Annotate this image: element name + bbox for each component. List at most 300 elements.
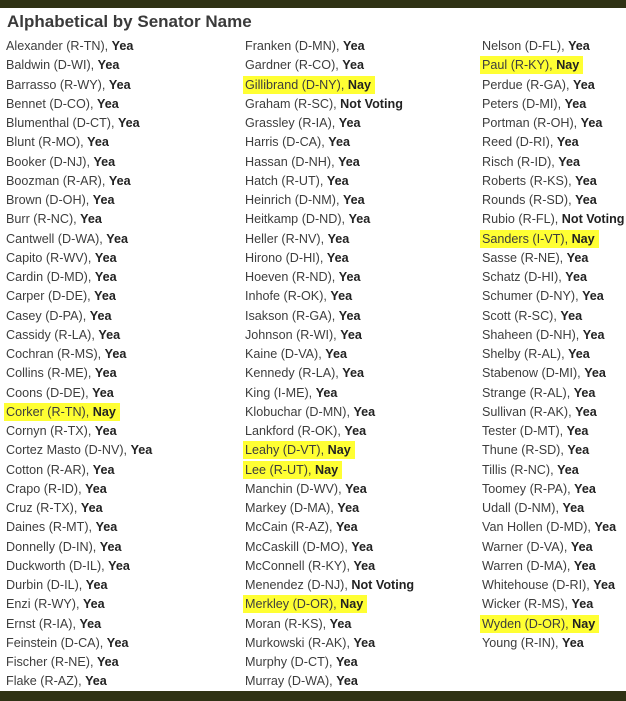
senator-entry bbox=[6, 636, 129, 650]
senator-name: Bennet (D-CO), bbox=[6, 96, 97, 111]
senator-entry bbox=[245, 347, 347, 361]
vote-value: Yea bbox=[92, 385, 114, 400]
senator-row bbox=[6, 615, 152, 634]
senator-row bbox=[482, 422, 625, 441]
vote-value: Yea bbox=[345, 481, 367, 496]
senator-name: Inhofe (R-OK), bbox=[245, 289, 331, 304]
senator-row bbox=[6, 76, 152, 95]
senator-entry bbox=[6, 251, 117, 265]
senator-name: Gardner (R-CO), bbox=[245, 58, 343, 73]
vote-value: Yea bbox=[342, 39, 365, 53]
senator-row bbox=[482, 287, 625, 306]
senator-name: Heinrich (D-NM), bbox=[245, 193, 343, 207]
senator-entry bbox=[6, 116, 140, 130]
senator-name: Kaine (D-VA), bbox=[245, 347, 326, 361]
vote-value: Yea bbox=[342, 366, 365, 381]
senator-entry bbox=[6, 674, 107, 688]
senator-row bbox=[6, 576, 152, 595]
senator-name: McCaskill (D-MO), bbox=[245, 539, 352, 554]
vote-value: Yea bbox=[562, 635, 584, 650]
senator-row bbox=[245, 95, 414, 114]
senator-name: Baldwin (D-WI), bbox=[6, 58, 98, 73]
senator-row bbox=[482, 499, 625, 518]
vote-value: Yea bbox=[568, 347, 590, 361]
senator-row bbox=[245, 210, 414, 229]
vote-value: Yea bbox=[329, 616, 352, 631]
senator-row bbox=[482, 384, 625, 403]
senator-name: Cochran (R-MS), bbox=[6, 347, 105, 361]
senator-row bbox=[245, 191, 414, 210]
vote-value: Yea bbox=[351, 539, 374, 554]
senator-column-3 bbox=[482, 37, 625, 653]
senator-name: Tillis (R-NC), bbox=[482, 462, 558, 477]
vote-value: Yea bbox=[94, 289, 116, 304]
senator-entry bbox=[6, 366, 117, 380]
senator-row bbox=[245, 672, 414, 691]
senator-entry bbox=[245, 559, 375, 573]
vote-value: Yea bbox=[575, 173, 597, 188]
senator-row bbox=[245, 557, 414, 576]
senator-row bbox=[6, 56, 152, 75]
senator-row bbox=[482, 114, 625, 133]
senator-entry bbox=[482, 578, 615, 592]
vote-value: Yea bbox=[557, 462, 579, 477]
vote-value: Yea bbox=[571, 597, 594, 612]
senator-entry bbox=[482, 347, 590, 361]
senator-entry bbox=[482, 405, 597, 419]
senator-entry bbox=[482, 289, 604, 303]
vote-value: Yea bbox=[338, 308, 361, 323]
senator-row bbox=[245, 172, 414, 191]
senator-entry bbox=[6, 386, 114, 400]
senator-entry bbox=[245, 328, 362, 342]
senator-name: Murphy (D-CT), bbox=[245, 655, 336, 669]
senator-row bbox=[482, 56, 625, 75]
vote-value: Yea bbox=[326, 173, 349, 188]
vote-value: Yea bbox=[96, 96, 119, 111]
senator-row bbox=[6, 37, 152, 56]
senator-row bbox=[245, 153, 414, 172]
senator-entry bbox=[482, 135, 579, 149]
senator-row bbox=[245, 499, 414, 518]
senator-row bbox=[245, 384, 414, 403]
senator-entry bbox=[245, 212, 370, 226]
vote-value: Yea bbox=[330, 289, 353, 304]
vote-value: Yea bbox=[348, 212, 371, 227]
senator-name: Gillibrand (D-NY), bbox=[245, 77, 348, 92]
senator-entry bbox=[6, 520, 117, 534]
senator-entry bbox=[245, 270, 361, 284]
vote-value: Yea bbox=[93, 154, 116, 169]
senator-row bbox=[245, 518, 414, 537]
vote-value: Nay bbox=[327, 443, 351, 458]
highlighted-entry bbox=[480, 615, 599, 633]
senator-entry bbox=[482, 251, 588, 265]
senator-row bbox=[482, 461, 625, 480]
senator-row bbox=[482, 37, 625, 56]
senator-entry bbox=[245, 520, 358, 534]
senator-name: Warner (D-VA), bbox=[482, 539, 571, 554]
senator-name: Murray (D-WA), bbox=[245, 674, 337, 689]
senator-entry bbox=[482, 520, 616, 534]
senator-name: Stabenow (D-MI), bbox=[482, 366, 585, 381]
senator-row bbox=[482, 345, 625, 364]
senator-entry bbox=[482, 501, 584, 515]
senator-row bbox=[6, 557, 152, 576]
senator-name: Wyden (D-OR), bbox=[482, 616, 573, 631]
senator-name: Shaheen (D-NH), bbox=[482, 327, 583, 342]
senator-row bbox=[482, 518, 625, 537]
senator-row bbox=[6, 461, 152, 480]
senator-name: Rubio (R-FL), bbox=[482, 212, 562, 227]
vote-value: Yea bbox=[98, 327, 121, 342]
senator-name: Barrasso (R-WY), bbox=[6, 77, 109, 92]
senator-name: Young (R-IN), bbox=[482, 635, 563, 650]
senator-row bbox=[245, 133, 414, 152]
senator-entry bbox=[482, 597, 593, 611]
vote-value: Yea bbox=[573, 385, 596, 400]
senator-entry bbox=[245, 251, 349, 265]
highlighted-entry bbox=[243, 441, 355, 459]
vote-value: Yea bbox=[326, 250, 349, 265]
senator-name: Isakson (R-GA), bbox=[245, 308, 339, 323]
senator-row bbox=[6, 480, 152, 499]
senator-row bbox=[245, 403, 414, 422]
vote-value: Yea bbox=[344, 424, 367, 438]
vote-value: Yea bbox=[558, 154, 580, 169]
senator-entry bbox=[245, 174, 349, 188]
senator-entry bbox=[245, 386, 337, 400]
vote-value: Yea bbox=[560, 308, 583, 323]
senator-entry bbox=[6, 97, 119, 111]
vote-value: Yea bbox=[556, 135, 579, 150]
vote-value: Yea bbox=[566, 424, 589, 438]
senator-name: Merkley (D-OR), bbox=[245, 597, 341, 612]
senator-row bbox=[245, 268, 414, 287]
vote-value: Nay bbox=[340, 597, 364, 612]
senator-name: Blunt (R-MO), bbox=[6, 135, 88, 150]
senator-name: Capito (R-WV), bbox=[6, 250, 95, 265]
senator-entry bbox=[245, 97, 403, 111]
senator-row bbox=[245, 595, 414, 614]
senator-name: Scott (R-SC), bbox=[482, 308, 561, 323]
senator-row bbox=[482, 595, 625, 614]
senator-name: Heller (R-NV), bbox=[245, 231, 328, 246]
senator-entry bbox=[245, 155, 360, 169]
senator-name: Rounds (R-SD), bbox=[482, 193, 576, 207]
senator-entry bbox=[482, 386, 595, 400]
vote-value: Yea bbox=[593, 578, 615, 592]
vote-value: Yea bbox=[584, 366, 606, 381]
vote-value: Yea bbox=[562, 501, 585, 515]
senator-name: Cotton (R-AR), bbox=[6, 462, 93, 477]
vote-value: Yea bbox=[337, 501, 360, 515]
vote-value: Yea bbox=[85, 578, 108, 592]
vote-value: Yea bbox=[106, 231, 129, 246]
senator-entry bbox=[482, 328, 605, 342]
senator-row bbox=[482, 441, 625, 460]
senator-name: Thune (R-SD), bbox=[482, 443, 568, 458]
senator-entry bbox=[6, 289, 116, 303]
vote-value: Yea bbox=[340, 327, 362, 342]
senator-name: Crapo (R-ID), bbox=[6, 481, 86, 496]
senator-row bbox=[245, 576, 414, 595]
senator-entry bbox=[482, 78, 595, 92]
vote-value: Nay bbox=[314, 462, 339, 477]
senator-name: Udall (D-NM), bbox=[482, 501, 563, 515]
senator-row bbox=[6, 114, 152, 133]
highlighted-entry bbox=[4, 403, 120, 421]
senator-entry bbox=[6, 39, 133, 53]
senator-name: Harris (D-CA), bbox=[245, 135, 329, 150]
senator-row bbox=[482, 615, 625, 634]
senator-row bbox=[6, 345, 152, 364]
vote-value: Yea bbox=[85, 674, 107, 689]
senator-entry bbox=[482, 482, 596, 496]
senator-entry bbox=[482, 174, 597, 188]
senator-name: Lee (R-UT), bbox=[245, 462, 315, 477]
vote-value: Yea bbox=[565, 270, 587, 284]
senator-name: Cantwell (D-WA), bbox=[6, 231, 107, 246]
vote-value: Yea bbox=[95, 520, 118, 535]
senator-entry bbox=[6, 424, 117, 438]
vote-value: Yea bbox=[353, 558, 376, 573]
senator-row bbox=[6, 672, 152, 691]
vote-value: Yea bbox=[80, 501, 103, 515]
vote-value: Yea bbox=[328, 135, 350, 150]
senator-name: Lankford (R-OK), bbox=[245, 424, 345, 438]
senator-row bbox=[482, 249, 625, 268]
senator-name: Casey (D-PA), bbox=[6, 308, 90, 323]
senator-name: Perdue (R-GA), bbox=[482, 77, 573, 92]
senator-row bbox=[482, 326, 625, 345]
vote-value: Yea bbox=[567, 443, 590, 458]
senator-name: Franken (D-MN), bbox=[245, 39, 343, 53]
senator-name: Alexander (R-TN), bbox=[6, 39, 112, 53]
senator-name: Tester (D-MT), bbox=[482, 424, 567, 438]
senator-entry bbox=[245, 39, 365, 53]
senator-entry bbox=[482, 39, 590, 53]
vote-list-panel bbox=[0, 8, 626, 691]
vote-value: Yea bbox=[582, 327, 605, 342]
vote-value: Not Voting bbox=[351, 578, 415, 592]
senator-entry bbox=[6, 212, 102, 226]
senator-name: Warren (D-MA), bbox=[482, 558, 574, 573]
senator-name: Feinstein (D-CA), bbox=[6, 635, 107, 650]
senator-name: Carper (D-DE), bbox=[6, 289, 95, 304]
senator-entry bbox=[482, 155, 580, 169]
senator-name: Booker (D-NJ), bbox=[6, 154, 94, 169]
senator-entry bbox=[482, 270, 587, 284]
vote-value: Yea bbox=[87, 135, 109, 150]
senator-row bbox=[6, 538, 152, 557]
senator-name: Nelson (D-FL), bbox=[482, 39, 569, 53]
senator-entry bbox=[6, 58, 119, 72]
senator-row bbox=[482, 230, 625, 249]
senator-name: Blumenthal (D-CT), bbox=[6, 116, 118, 130]
vote-value: Yea bbox=[108, 173, 131, 188]
senator-name: Reed (D-RI), bbox=[482, 135, 557, 150]
senator-entry bbox=[482, 309, 582, 323]
senator-name: Wicker (R-MS), bbox=[482, 597, 572, 612]
senator-name: Hatch (R-UT), bbox=[245, 173, 327, 188]
senator-name: Peters (D-MI), bbox=[482, 96, 565, 111]
senator-entry bbox=[6, 135, 109, 149]
senator-name: Menendez (D-NJ), bbox=[245, 578, 352, 592]
senator-row bbox=[6, 518, 152, 537]
senator-row bbox=[482, 307, 625, 326]
vote-value: Yea bbox=[108, 77, 131, 92]
senator-entry bbox=[482, 97, 586, 111]
senator-name: Portman (R-OH), bbox=[482, 116, 581, 130]
senator-name: Durbin (D-IL), bbox=[6, 578, 86, 592]
senator-entry bbox=[245, 289, 352, 303]
senator-name: Johnson (R-WI), bbox=[245, 327, 341, 342]
senator-row bbox=[482, 210, 625, 229]
senator-row bbox=[245, 461, 414, 480]
vote-value: Yea bbox=[573, 558, 596, 573]
senator-row bbox=[6, 422, 152, 441]
senator-entry bbox=[245, 232, 349, 246]
senator-entry bbox=[6, 328, 120, 342]
senator-entry bbox=[245, 578, 414, 592]
senator-entry bbox=[6, 617, 101, 631]
senator-entry bbox=[482, 559, 596, 573]
vote-value: Yea bbox=[338, 154, 360, 169]
senator-name: King (I-ME), bbox=[245, 385, 316, 400]
senator-entry bbox=[245, 674, 358, 688]
vote-value: Yea bbox=[338, 116, 361, 130]
senator-name: Sanders (I-VT), bbox=[482, 231, 572, 246]
vote-value: Yea bbox=[111, 39, 134, 53]
senator-row bbox=[245, 634, 414, 653]
senator-name: Shelby (R-AL), bbox=[482, 347, 569, 361]
senator-entry bbox=[245, 636, 375, 650]
senator-name: Flake (R-AZ), bbox=[6, 674, 86, 689]
senator-row bbox=[6, 249, 152, 268]
senator-entry bbox=[245, 501, 359, 515]
senator-row bbox=[6, 403, 152, 422]
vote-value: Nay bbox=[572, 616, 596, 631]
senator-row bbox=[6, 172, 152, 191]
senator-entry bbox=[6, 482, 107, 496]
senator-entry bbox=[6, 78, 131, 92]
vote-value: Yea bbox=[94, 270, 117, 284]
senator-row bbox=[245, 653, 414, 672]
vote-value: Yea bbox=[582, 289, 604, 304]
senator-row bbox=[482, 133, 625, 152]
senator-name: Klobuchar (D-MN), bbox=[245, 404, 354, 419]
vote-value: Yea bbox=[572, 77, 595, 92]
senator-entry bbox=[6, 193, 114, 207]
senator-entry bbox=[245, 405, 375, 419]
senator-name: Cruz (R-TX), bbox=[6, 501, 81, 515]
senator-entry bbox=[245, 540, 373, 554]
vote-value: Yea bbox=[108, 558, 130, 573]
senator-row bbox=[482, 576, 625, 595]
senator-row bbox=[482, 403, 625, 422]
vote-value: Yea bbox=[106, 635, 129, 650]
senator-name: Murkowski (R-AK), bbox=[245, 635, 354, 650]
senator-name: Duckworth (D-IL), bbox=[6, 558, 109, 573]
vote-value: Yea bbox=[342, 58, 364, 73]
senator-row bbox=[6, 287, 152, 306]
senator-row bbox=[245, 326, 414, 345]
senator-column-2 bbox=[245, 37, 414, 692]
senator-name: Cassidy (R-LA), bbox=[6, 327, 99, 342]
senator-row bbox=[6, 153, 152, 172]
senator-row bbox=[482, 153, 625, 172]
senator-entry bbox=[6, 309, 111, 323]
vote-value: Yea bbox=[336, 674, 358, 689]
senator-name: Collins (R-ME), bbox=[6, 366, 95, 381]
senator-name: Cardin (D-MD), bbox=[6, 270, 95, 284]
vote-value: Nay bbox=[92, 404, 116, 419]
highlighted-entry bbox=[243, 461, 342, 479]
senator-name: Fischer (R-NE), bbox=[6, 655, 97, 669]
senator-entry bbox=[6, 232, 128, 246]
senator-name: Ernst (R-IA), bbox=[6, 616, 80, 631]
senator-row bbox=[6, 499, 152, 518]
senator-entry bbox=[245, 655, 358, 669]
vote-value: Yea bbox=[117, 116, 140, 130]
vote-value: Yea bbox=[327, 231, 350, 246]
vote-value: Yea bbox=[92, 193, 115, 207]
vote-value: Yea bbox=[575, 404, 597, 419]
senator-entry bbox=[6, 270, 117, 284]
vote-value: Yea bbox=[570, 539, 593, 554]
vote-value: Yea bbox=[85, 481, 107, 496]
vote-value: Nay bbox=[556, 58, 580, 73]
senator-name: Boozman (R-AR), bbox=[6, 173, 109, 188]
senator-name: Schumer (D-NY), bbox=[482, 289, 583, 304]
senator-name: Roberts (R-KS), bbox=[482, 173, 576, 188]
senator-name: Risch (R-ID), bbox=[482, 154, 559, 169]
senator-row bbox=[6, 364, 152, 383]
senator-name: Sasse (R-NE), bbox=[482, 250, 567, 265]
senator-row bbox=[245, 538, 414, 557]
senator-entry bbox=[245, 309, 361, 323]
senator-name: Daines (R-MT), bbox=[6, 520, 96, 535]
senator-row bbox=[6, 230, 152, 249]
senator-row bbox=[6, 133, 152, 152]
vote-value: Yea bbox=[82, 597, 105, 612]
senator-entry bbox=[482, 193, 597, 207]
highlighted-entry bbox=[243, 595, 367, 613]
senator-entry bbox=[6, 559, 130, 573]
senator-entry bbox=[482, 366, 606, 380]
senator-name: Burr (R-NC), bbox=[6, 212, 81, 227]
senator-name: Schatz (D-HI), bbox=[482, 270, 566, 284]
senator-row bbox=[6, 210, 152, 229]
senator-entry bbox=[6, 655, 119, 669]
senator-row bbox=[482, 268, 625, 287]
senator-row bbox=[245, 480, 414, 499]
senator-row bbox=[245, 345, 414, 364]
senator-row bbox=[245, 615, 414, 634]
senator-entry bbox=[6, 578, 108, 592]
senator-row bbox=[245, 114, 414, 133]
senator-name: McConnell (R-KY), bbox=[245, 558, 354, 573]
senator-entry bbox=[245, 482, 367, 496]
senator-name: Markey (D-MA), bbox=[245, 501, 338, 515]
senator-row bbox=[245, 37, 414, 56]
senator-name: McCain (R-AZ), bbox=[245, 520, 336, 535]
senator-row bbox=[6, 653, 152, 672]
page-title: Alphabetical by Senator Name bbox=[7, 12, 252, 31]
senator-entry bbox=[245, 366, 364, 380]
senator-entry bbox=[6, 597, 105, 611]
